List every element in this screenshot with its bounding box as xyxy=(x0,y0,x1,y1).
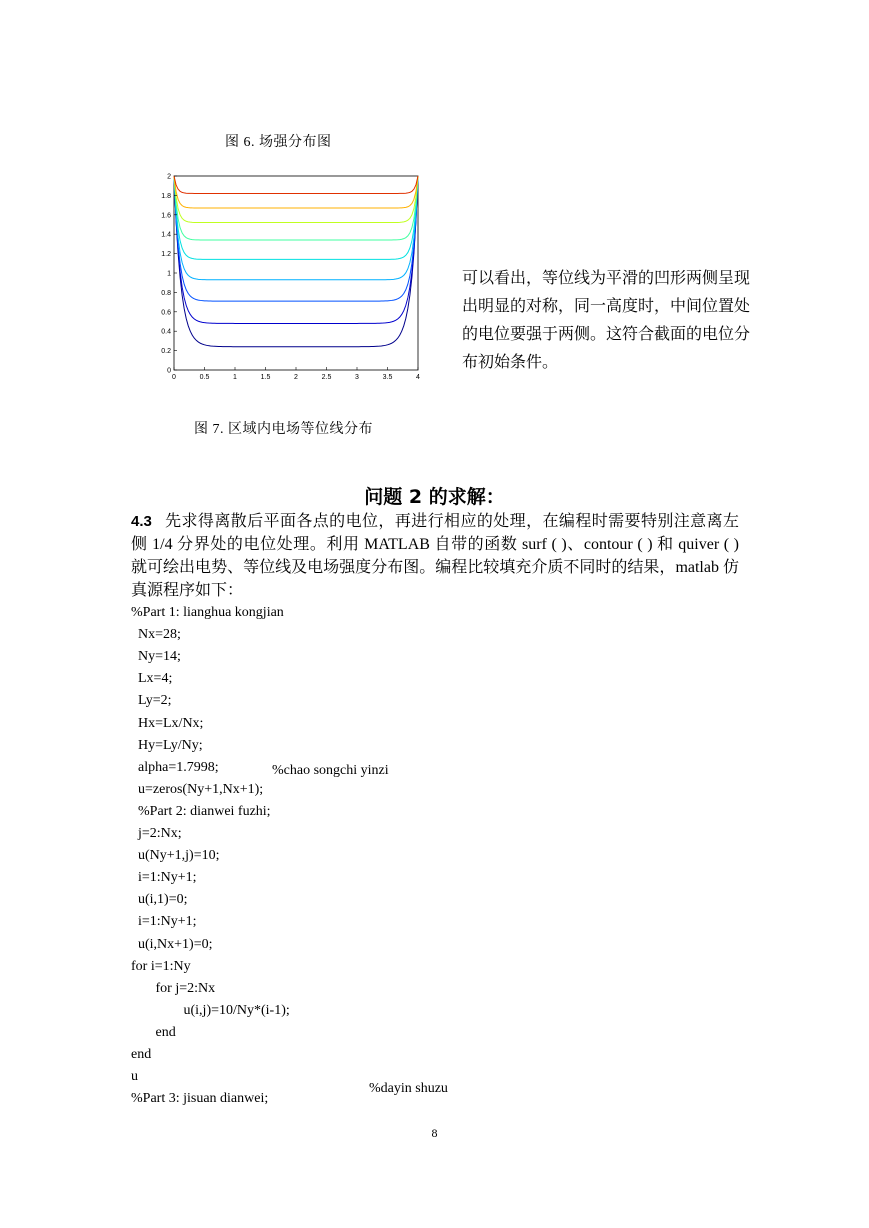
code-line: u=zeros(Ny+1,Nx+1); xyxy=(131,781,264,797)
x-tick-label: 1 xyxy=(233,374,237,381)
plot-frame xyxy=(174,176,418,370)
contour-chart xyxy=(150,166,430,386)
code-line: for j=2:Nx xyxy=(131,980,216,996)
code-line: j=2:Nx; xyxy=(131,826,182,841)
y-tick-label: 0 xyxy=(167,367,171,375)
code-line: %Part 3: jisuan dianwei; xyxy=(131,1091,269,1107)
body-paragraph xyxy=(131,510,739,602)
contour-line xyxy=(174,176,418,347)
y-tick-label: 1.6 xyxy=(161,212,171,220)
code-comment-alpha: %chao songchi yinzi xyxy=(272,763,389,778)
x-axis-ticks xyxy=(172,367,420,381)
contour-line xyxy=(174,176,418,259)
code-line: u(Ny+1,j)=10; xyxy=(131,848,220,864)
code-line: end xyxy=(131,1024,176,1040)
x-tick-label: 1.5 xyxy=(260,374,271,381)
code-line: u(i,Nx+1)=0; xyxy=(131,936,213,952)
contour-line xyxy=(174,176,418,280)
x-tick-label: 3.5 xyxy=(382,374,393,381)
code-line: alpha=1.7998; xyxy=(131,759,219,775)
code-line: i=1:Ny+1; xyxy=(131,914,197,930)
section-heading: 问题 2 的求解： xyxy=(364,486,505,508)
contour-line xyxy=(174,176,418,208)
contour-lines xyxy=(174,176,418,347)
code-line: u xyxy=(131,1069,138,1085)
page-number: 8 xyxy=(431,1126,438,1140)
x-tick-label: 4 xyxy=(416,374,420,381)
code-line: Nx=28; xyxy=(131,627,181,643)
code-line: Hy=Ly/Ny; xyxy=(131,737,203,753)
contour-line xyxy=(174,176,418,301)
contour-line xyxy=(174,176,418,223)
y-tick-label: 1 xyxy=(167,270,171,278)
code-line: Hx=Lx/Nx; xyxy=(131,715,204,731)
code-line: Ny=14; xyxy=(131,649,181,665)
y-tick-label: 0.6 xyxy=(161,309,171,317)
y-tick-label: 1.4 xyxy=(161,231,171,239)
x-tick-label: 2 xyxy=(294,374,298,381)
y-axis-ticks xyxy=(161,174,177,375)
code-line: u(i,j)=10/Ny*(i-1); xyxy=(131,1002,290,1018)
y-tick-label: 0.4 xyxy=(161,328,171,336)
code-line: %Part 2: dianwei fuzhi; xyxy=(131,803,271,819)
paragraph-text: 先求得离散后平面各点的电位，再进行相应的处理，在编程时需要特别注意离左侧 1/4 分界处的电位处理。利用 MATLAB 自带的函数 surf ( )、contour ( ) 和 quiver ( ) 就可绘出电势、等位线及电场强度分布图。编程比较填充介质不同时的结果，matlab 仿真源程序如下： xyxy=(131,513,739,599)
x-tick-label: 0.5 xyxy=(199,374,210,381)
observation-text: 可以看出，等位线为平滑的凹形两侧呈现出明显的对称，同一高度时，中间位置处的电位要强于两侧。这符合截面的电位分布初始条件。 xyxy=(462,270,751,371)
code-line: Ly=2; xyxy=(131,693,172,709)
code-line: i=1:Ny+1; xyxy=(131,870,197,886)
y-tick-label: 1.8 xyxy=(161,192,171,200)
contour-line xyxy=(174,176,418,193)
x-tick-label: 3 xyxy=(355,374,359,381)
code-line: for i=1:Ny xyxy=(131,958,191,974)
figure-7-caption: 图 7. 区域内电场等位线分布 xyxy=(194,422,373,437)
x-tick-label: 2.5 xyxy=(321,374,332,381)
code-line: end xyxy=(131,1047,152,1062)
y-tick-label: 2 xyxy=(167,173,171,181)
code-line: u(i,1)=0; xyxy=(131,892,188,908)
y-tick-label: 0.2 xyxy=(161,348,171,356)
code-line: %Part 1: lianghua kongjian xyxy=(131,605,284,620)
y-tick-label: 0.8 xyxy=(161,289,171,297)
y-tick-label: 1.2 xyxy=(161,251,171,259)
figure-6-caption: 图 6. 场强分布图 xyxy=(225,135,332,150)
code-comment-print: %dayin shuzu xyxy=(369,1081,448,1096)
code-line: Lx=4; xyxy=(131,671,173,687)
x-tick-label: 0 xyxy=(172,374,176,381)
paragraph-number: 4.3 xyxy=(131,513,152,530)
